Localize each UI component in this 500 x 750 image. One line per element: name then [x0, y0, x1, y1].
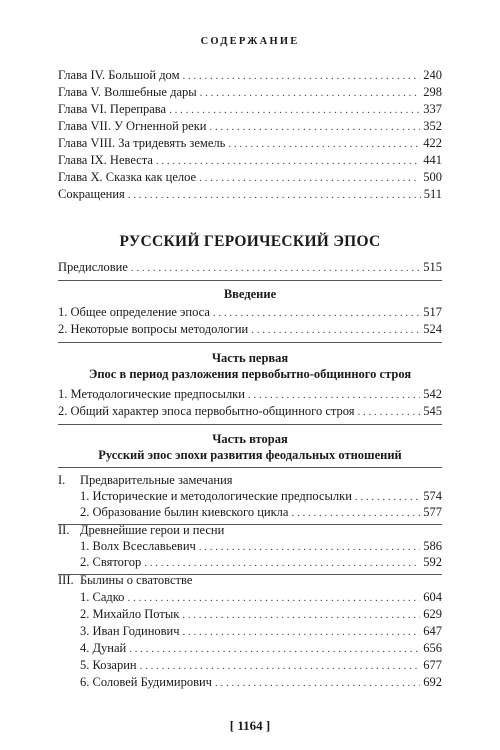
toc-entry-title: 2. Некоторые вопросы методологии: [58, 322, 249, 336]
toc-entry-page: 352: [423, 119, 442, 133]
toc-entry-page: 441: [423, 153, 442, 167]
leader-dots: [248, 387, 420, 403]
leader-dots: [140, 658, 421, 674]
toc-entry-page: 586: [423, 539, 442, 553]
toc-entry-page: 240: [423, 68, 442, 82]
toc-entry-page: 515: [423, 260, 442, 274]
leader-dots: [183, 624, 421, 640]
leader-dots: [128, 187, 421, 203]
leader-dots: [358, 404, 421, 420]
toc-entry-title: Глава IV. Большой дом: [58, 68, 180, 82]
divider: [58, 342, 442, 343]
toc-entry[interactable]: [80, 606, 442, 622]
toc-entry-title: 1. Исторические и методологические предпосылки: [80, 489, 352, 503]
toc-entry-title: 1. Общее определение эпоса: [58, 305, 210, 319]
toc-entry[interactable]: [58, 101, 442, 117]
leader-dots: [156, 153, 420, 169]
toc-entry[interactable]: [80, 554, 442, 570]
toc-entry-page: 524: [423, 322, 442, 336]
leader-dots: [169, 102, 420, 118]
leader-dots: [209, 119, 420, 135]
toc-entry-title: Глава V. Волшебные дары: [58, 85, 197, 99]
toc-entry-title: Предисловие: [58, 260, 128, 274]
leader-dots: [182, 607, 420, 623]
divider: [58, 280, 442, 281]
toc-entry-page: 629: [423, 607, 442, 621]
leader-dots: [127, 590, 420, 606]
toc-entry-title: 2. Общий характер эпоса первобытно-общинного строя: [58, 404, 355, 418]
toc-entry[interactable]: [80, 538, 442, 554]
toc-entry[interactable]: [80, 504, 442, 520]
part2-label: Часть вторая: [212, 432, 288, 446]
toc-entry[interactable]: [58, 135, 442, 151]
section-title: РУССКИЙ ГЕРОИЧЕСКИЙ ЭПОС: [119, 233, 381, 250]
toc-entry-title: 2. Святогор: [80, 555, 142, 569]
toc-entry-page: 422: [423, 136, 442, 150]
group-numeral: II.: [58, 523, 70, 537]
toc-entry-page: 545: [423, 404, 442, 418]
toc-entry-page: 592: [423, 555, 442, 569]
leader-dots: [199, 539, 420, 555]
toc-entry-page: 574: [423, 489, 442, 503]
toc-entry-page: 692: [423, 675, 442, 689]
divider: [58, 467, 442, 468]
toc-entry-title: Глава VI. Переправа: [58, 102, 167, 116]
leader-dots: [251, 322, 420, 338]
running-head: СОДЕРЖАНИЕ: [200, 36, 300, 47]
toc-entry[interactable]: [58, 152, 442, 168]
toc-entry-page: 337: [423, 102, 442, 116]
toc-entry-title: 4. Дунай: [80, 641, 127, 655]
toc-entry[interactable]: [58, 84, 442, 100]
toc-entry-title: 2. Образование былин киевского цикла: [80, 505, 289, 519]
group-title: Предварительные замечания: [80, 473, 233, 487]
leader-dots: [144, 555, 420, 571]
leader-dots: [213, 305, 420, 321]
toc-entry-title: 1. Методологические предпосылки: [58, 387, 245, 401]
group-title: Древнейшие герои и песни: [80, 523, 225, 537]
toc-entry[interactable]: [80, 674, 442, 690]
toc-entry-page: 517: [423, 305, 442, 319]
toc-entry-title: 1. Садко: [80, 590, 125, 604]
toc-entry[interactable]: [58, 118, 442, 134]
part1-label: Часть первая: [211, 351, 289, 365]
leader-dots: [228, 136, 420, 152]
group-title: Былины о сватовстве: [80, 573, 193, 587]
toc-entry-page: 298: [423, 85, 442, 99]
toc-entry[interactable]: [80, 657, 442, 673]
toc-entry-page: 656: [423, 641, 442, 655]
toc-entry-preface[interactable]: [58, 259, 442, 275]
intro-heading: Введение: [223, 287, 277, 301]
part2-subtitle: Русский эпос эпохи развития феодальных отношений: [98, 448, 402, 462]
divider: [58, 424, 442, 425]
toc-entry-title: Глава IX. Невеста: [58, 153, 153, 167]
toc-entry[interactable]: [80, 589, 442, 605]
toc-entry[interactable]: [58, 321, 442, 337]
toc-entry[interactable]: [80, 623, 442, 639]
group-numeral: I.: [58, 473, 66, 487]
toc-entry-title: 2. Михайло Потык: [80, 607, 180, 621]
leader-dots: [200, 85, 421, 101]
toc-entry-title: 6. Соловей Будимирович: [80, 675, 212, 689]
toc-entry-title: 3. Иван Годинович: [80, 624, 180, 638]
leader-dots: [199, 170, 420, 186]
leader-dots: [215, 675, 420, 691]
toc-entry-title: Глава VII. У Огненной реки: [58, 119, 207, 133]
toc-entry-page: 647: [423, 624, 442, 638]
toc-entry-title: Глава VIII. За тридевять земель: [58, 136, 226, 150]
toc-entry-title: Глава X. Сказка как целое: [58, 170, 197, 184]
leader-dots: [129, 641, 420, 657]
page-number: [ 1164 ]: [229, 718, 271, 733]
toc-entry-page: 542: [423, 387, 442, 401]
toc-entry[interactable]: [58, 169, 442, 185]
toc-entry[interactable]: [80, 640, 442, 656]
leader-dots: [182, 68, 420, 84]
part1-subtitle: Эпос в период разложения первобытно-общинного строя: [88, 367, 412, 381]
toc-entry[interactable]: [58, 186, 442, 202]
toc-entry-page: 604: [423, 590, 442, 604]
toc-entry-page: 511: [423, 187, 442, 201]
toc-entry[interactable]: [80, 488, 442, 504]
toc-entry-title: 5. Козарин: [80, 658, 137, 672]
toc-entry-title: Сокращения: [58, 187, 125, 201]
toc-entry-title: 1. Волх Всеславьевич: [80, 539, 196, 553]
toc-entry-page: 577: [423, 505, 442, 519]
toc-entry-page: 677: [423, 658, 442, 672]
group-numeral: III.: [58, 573, 74, 587]
toc-entry[interactable]: [58, 304, 442, 320]
leader-dots: [291, 505, 420, 521]
toc-entry[interactable]: [58, 386, 442, 402]
leader-dots: [355, 489, 420, 505]
toc-entry-page: 500: [423, 170, 442, 184]
toc-entry[interactable]: [58, 67, 442, 83]
toc-entry[interactable]: [58, 403, 442, 419]
leader-dots: [131, 260, 420, 276]
